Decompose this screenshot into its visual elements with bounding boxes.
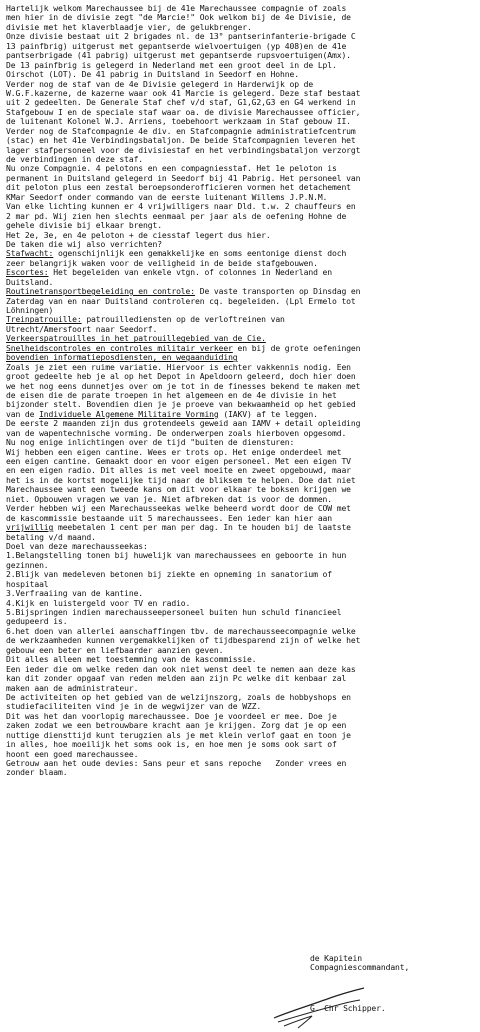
underlined-text: informatieposdiensten: [53, 353, 153, 363]
text-segment: betaling v/d maand.: [6, 532, 96, 542]
text-line: [6, 155, 478, 164]
text-segment: Dit was het dan voorlopig marechaussee. Doe je voordeel er mee. Doe je: [6, 711, 337, 721]
text-line: [6, 599, 478, 608]
text-line: [6, 457, 478, 466]
text-line: [6, 4, 478, 13]
text-line: [6, 542, 478, 551]
underlined-text: Individuele Algemene Militaire Vorming: [39, 409, 219, 419]
text-line: [6, 70, 478, 79]
text-segment: De vaste transporten op Dinsdag en: [195, 287, 361, 297]
text-segment: Hartelijk welkom Marechaussee bij de 41e Marechaussee compagnie of zoals: [6, 4, 347, 13]
text-segment: het is in de kortst mogelijke tijd naar de bliksem te helpen. Doe dat niet: [6, 475, 356, 485]
signature-block: [310, 954, 478, 973]
text-segment: 5.Bijspringen indien marechausseepersoneel buiten hun schuld financieel: [6, 608, 342, 617]
text-segment: van de: [6, 409, 40, 419]
text-segment: Van elke lichting kunnen er 4 vrijwilligers naar Dld. t.w. 2 chauffeurs en: [6, 202, 356, 212]
text-line: [6, 410, 478, 419]
text-segment: 13 painfbrig) uitgerust met gepantserde wielvoertuigen (yp 408)en de 41e: [6, 41, 347, 51]
signatory-name: G. Chr Schipper.: [310, 1004, 386, 1013]
underlined-text: vrijwillig: [6, 523, 54, 533]
text-segment: Wij hebben een eigen cantine. Wees er trots op. Het enige onderdeel met: [6, 447, 342, 457]
text-line: [6, 504, 478, 513]
text-segment: Verder hebben wij een Marechausseekas welke beheerd wordt door de COW met: [6, 504, 351, 514]
text-line: [6, 589, 478, 598]
underlined-text: Snelheidscontroles en controles militair verkeer: [6, 343, 233, 353]
text-segment: Het 2e, 3e, en 4e peloton + de ciesstaf legert dus hier.: [6, 230, 271, 240]
text-segment: de luitenant Kolonel W.J. Arriens, toebehoort werkzaam in Staf gebouw II.: [6, 117, 351, 127]
underlined-text: wegaanduiding: [176, 353, 238, 363]
text-line: [6, 80, 478, 89]
text-segment: 3.Verfraaiing van de kantine.: [6, 589, 144, 599]
text-line: [6, 334, 478, 343]
text-line: [6, 684, 478, 693]
text-segment: gehele divisie bij elkaar brengt.: [6, 221, 162, 231]
text-line: [6, 580, 478, 589]
text-segment: Zaterdag van en naar Duitsland controleren cq. begeleiden. (Lpl Ermelo tot: [6, 296, 356, 306]
text-segment: 4.Kijk en luistergeld voor TV en radio.: [6, 598, 191, 608]
handwritten-signature: [268, 972, 368, 1032]
text-segment: pantserbrigade (41 pabrig) uitgerust met gepantserde rupsvoertuigen(Amx).: [6, 51, 351, 61]
text-segment: Nu nog enige inlichtingen over de tijd "buiten de diensturen:: [6, 438, 295, 448]
text-line: [6, 278, 478, 287]
text-line: [6, 608, 478, 617]
text-line: [6, 712, 478, 721]
text-line: [6, 221, 478, 230]
text-line: [6, 61, 478, 70]
text-line: [6, 419, 478, 428]
text-line: [6, 32, 478, 41]
text-segment: Dit alles alleen met toestemming van de kascommissie.: [6, 655, 257, 665]
text-segment: De activiteiten op het gebied van de welzijnszorg, zoals de hobbyshops en: [6, 692, 351, 702]
text-line: [6, 759, 478, 768]
text-line: [6, 23, 478, 32]
text-segment: zonder blaam.: [6, 768, 68, 778]
text-line: [6, 202, 478, 211]
text-line: [6, 533, 478, 542]
text-segment: de kascommissie bestaande uit 5 marechaussees. Een ieder kan hier aan: [6, 513, 333, 523]
text-line: [6, 448, 478, 457]
text-segment: 2.Blijk van medeleven betonen bij ziekte en opneming in sanatorium of: [6, 570, 333, 580]
text-segment: zeer belangrijk waken voor de veiligheid in de beide stafgebouwen.: [6, 258, 318, 268]
text-line: [6, 561, 478, 570]
text-line: [6, 551, 478, 560]
text-segment: divisie met het klaverblaadje vier, de gelukbrenger.: [6, 22, 252, 32]
text-line: [6, 146, 478, 155]
text-segment: De 13 painfbrig is gelegerd in Nederland met een groot deel in de Lpl.: [6, 60, 337, 70]
text-segment: nuttige diensttijd kunt terugzien als je met klein verlof gaat en toon je: [6, 730, 351, 740]
text-segment: bijzonder stelt. Bovendien dien je je proeve van bekwaamheid op het gebied: [6, 400, 356, 410]
text-segment: hospitaal: [6, 579, 49, 589]
text-line: [6, 306, 478, 315]
text-line: [6, 646, 478, 655]
text-line: [6, 655, 478, 664]
text-line: [6, 193, 478, 202]
text-line: [6, 231, 478, 240]
text-segment: Doel van deze marechausseekas:: [6, 541, 148, 551]
text-line: [6, 164, 478, 173]
text-segment: permanent in Duitsland gelegerd in Seedorf bij 41 Pabrig. Het personeel van: [6, 173, 361, 183]
text-segment: maken aan de administrateur.: [6, 683, 139, 693]
underlined-text: Verkeerspatrouilles in het patrouillegebied van de Cie.: [6, 334, 266, 344]
text-line: [6, 13, 478, 22]
text-line: [6, 750, 478, 759]
text-line: [6, 240, 478, 249]
text-line: [6, 259, 478, 268]
text-line: [6, 768, 478, 777]
text-segment: de eisen die de parate troepen in het algemeen en de 4e divisie in het: [6, 390, 337, 400]
text-line: [6, 89, 478, 98]
text-line: [6, 429, 478, 438]
text-segment: Duitsland.: [6, 277, 54, 287]
text-segment: in alles, hoe moeilijk het soms ook is, en hoe men je soms ook sart of: [6, 740, 337, 750]
underlined-text: , en: [152, 353, 177, 363]
text-line: [6, 297, 478, 306]
text-line: [6, 570, 478, 579]
text-line: [6, 438, 478, 447]
text-segment: Verder nog de Stafcompagnie 4e div. en Stafcompagnie administratiefcentrum: [6, 126, 356, 136]
text-segment: studiefaciliteiten vind je in de wegwijzer van de WZZ.: [6, 702, 262, 712]
text-segment: Verder nog de staf van de 4e Divisie gelegerd in Harderwijk op de: [6, 79, 314, 89]
text-line: [6, 136, 478, 145]
text-line: [6, 693, 478, 702]
text-line: [6, 382, 478, 391]
text-line: [6, 627, 478, 636]
text-line: [6, 721, 478, 730]
text-line: [6, 325, 478, 334]
text-segment: we het nog eens dunnetjes over om je tot in de finesses bekend te maken met: [6, 381, 361, 391]
text-segment: Utrecht/Amersfoort naar Seedorf.: [6, 324, 158, 334]
text-line: [6, 391, 478, 400]
text-line: [6, 466, 478, 475]
text-line: [6, 372, 478, 381]
text-segment: groot gedeelte heb je al op het Depot in Apeldoorn geleerd, doch hier doen: [6, 372, 356, 382]
text-line: [6, 674, 478, 683]
text-segment: meebetalen 1 cent per man per dag. In te houden bij de laatste: [53, 523, 351, 533]
text-line: [6, 127, 478, 136]
text-line: [6, 353, 478, 362]
text-segment: kan dit zonder opgaaf van reden melden aan zijn Pc welke dit kenbaar zal: [6, 674, 347, 684]
text-segment: gezinnen.: [6, 560, 49, 570]
text-line: [6, 665, 478, 674]
text-segment: Oirschot (LOT). De 41 pabrig in Duitsland in Seedorf en Hohne.: [6, 70, 299, 80]
text-segment: uit 2 gedeelten. De Generale Staf chef v/d staf, G1,G2,G3 en G4 werkend in: [6, 98, 356, 108]
text-line: [6, 731, 478, 740]
text-segment: Stafgebouw I en de speciale staf waar oa. de divisie Marechaussee officier,: [6, 107, 361, 117]
text-segment: 1.Belangstelling tonen bij huwelijk van marechaussees en geboorte in hun: [6, 551, 347, 561]
text-segment: De eerste 2 maanden zijn dus grotendeels geweid aan IAMV + detail opleiding: [6, 419, 361, 429]
text-segment: Een ieder die om welke reden dan ook niet wenst deel te nemen aan deze kas: [6, 664, 356, 674]
text-line: [6, 514, 478, 523]
text-segment: (IAKV) af te leggen.: [218, 409, 318, 419]
text-segment: 2 mar pd. Wij zien hen slechts eenmaal per jaar als de oefening Hohne de: [6, 211, 347, 221]
signatory-rank: de Kapitein: [310, 954, 362, 963]
text-line: [6, 268, 478, 277]
underlined-text: Stafwacht:: [6, 249, 54, 259]
text-segment: Zoals je ziet een ruime variatie. Hiervoor is echter vakkennis nodig. Een: [6, 362, 351, 372]
text-segment: lager stafpersoneel voor de divisiestaf en het verbindingsbataljon verzorgt: [6, 145, 361, 155]
text-segment: dit peloton plus een zestal beroepsonderofficieren vormen het detachement: [6, 183, 351, 193]
text-segment: (stac) en het 41e Verbindingsbataljon. De beide Stafcompagnien leveren het: [6, 136, 356, 146]
text-line: [6, 495, 478, 504]
text-line: [6, 42, 478, 51]
text-segment: Getrouw aan het oude devies: Sans peur et sans repoche Zonder vrees en: [6, 759, 347, 768]
text-line: [6, 636, 478, 645]
text-line: [6, 249, 478, 258]
text-segment: De taken die wij also verrichten?: [6, 239, 162, 249]
text-segment: van de wapentechnische vorming. De onderwerpen zoals hierboven opgesomd.: [6, 428, 347, 438]
text-segment: zaken zodat we een betrouwbare kracht aan je krijgen. Zorg dat je op een: [6, 721, 347, 731]
text-segment: patrouillediensten op de verloftreinen van: [81, 315, 285, 325]
underlined-text: Routinetransportbegeleiding en controle:: [6, 287, 195, 297]
text-line: [6, 117, 478, 126]
text-segment: gebouw een beter en liefbaarder aanzien geven.: [6, 645, 224, 655]
text-line: [6, 702, 478, 711]
text-segment: gedupeerd is.: [6, 617, 68, 627]
text-line: [6, 485, 478, 494]
underlined-text: bovendien: [6, 353, 54, 363]
text-segment: W.G.F.kazerne, de kazerne waar ook 41 Marcie is gelegerd. Deze staf bestaat: [6, 88, 361, 98]
text-line: [6, 183, 478, 192]
text-segment: Marechaussee want een tweede kans om dit voor elkaar te boksen krijgen we: [6, 485, 351, 495]
text-line: [6, 476, 478, 485]
text-line: [6, 523, 478, 532]
text-segment: Nu onze Compagnie. 4 pelotons en een compagniesstaf. Het 1e peloton is: [6, 164, 337, 174]
text-line: [6, 287, 478, 296]
text-segment: niet. Opbouwen vragen we van je. Niet afbreken dat is voor de dommen.: [6, 494, 333, 504]
text-line: [6, 344, 478, 353]
text-segment: en een eigen radio. Dit alles is met veel moeite en zweet opgebouwd, maar: [6, 466, 351, 476]
signatory-role: Compagniescommandant,: [310, 963, 410, 973]
text-segment: KMar Seedorf onder commando van de eerste luitenant Willems J.P.N.M.: [6, 192, 328, 202]
text-segment: Onze divisie bestaat uit 2 brigades nl. de 13° pantserinfanterie-brigade C: [6, 32, 356, 42]
text-line: [6, 363, 478, 372]
text-line: [6, 315, 478, 324]
text-segment: 6.het doen van allerlei aanschaffingen tbv. de marechausseecompagnie welke: [6, 626, 356, 636]
underlined-text: Treinpatrouille:: [6, 315, 82, 325]
underlined-text: Escortes:: [6, 268, 49, 278]
text-segment: Löhningen): [6, 306, 54, 315]
text-segment: ogenschijnlijk een gemakkelijke en soms eentonige dienst doch: [53, 249, 347, 259]
text-line: [6, 174, 478, 183]
text-segment: de verbindingen in deze staf.: [6, 155, 144, 164]
text-segment: hoont een goed marechaussee.: [6, 749, 139, 759]
text-line: [6, 98, 478, 107]
text-line: [6, 617, 478, 626]
letter-body: [6, 4, 478, 778]
text-line: [6, 740, 478, 749]
text-segment: men hier in de divisie zegt "de Marcie!" Ook welkom bij de 4e Divisie, de: [6, 13, 351, 23]
text-line: [6, 108, 478, 117]
text-segment: en bij de grote oefeningen: [232, 343, 361, 353]
text-segment: een eigen cantine. Gemaakt door en voor eigen personeel. Met een eigen TV: [6, 457, 351, 466]
text-line: [6, 51, 478, 60]
text-line: [6, 400, 478, 409]
text-segment: Het begeleiden van enkele vtgn. of colonnes in Nederland en: [48, 268, 333, 278]
text-segment: de werkzaamheden kunnen vergemakkelijken of tijdbesparend zijn of welke het: [6, 636, 361, 646]
text-line: [6, 212, 478, 221]
